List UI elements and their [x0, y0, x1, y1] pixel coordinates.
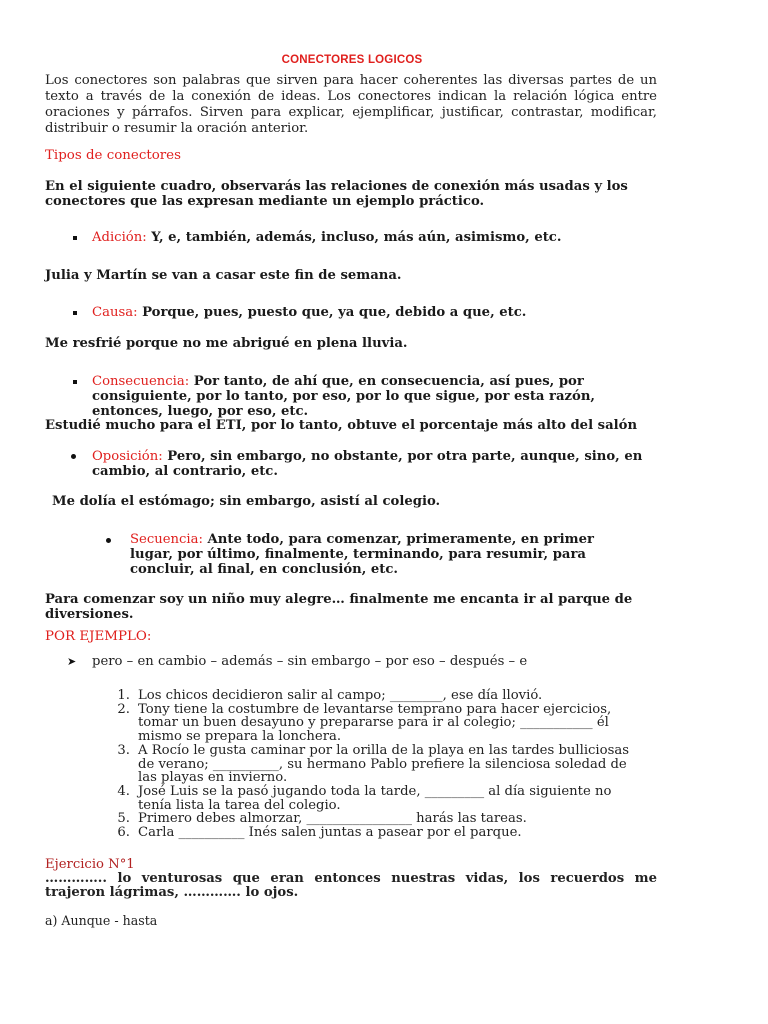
connector-item-adicion	[92, 230, 662, 245]
exercise1-heading: Ejercicio N°1	[45, 857, 135, 872]
connector-list: Por tanto, de ahí que, en consecuencia, así pues, por consiguiente, por lo tanto, por eso, por lo que sigue, por esta razón, entonces, luego, por eso, etc.	[92, 374, 596, 419]
connector-label: Causa:	[92, 305, 138, 320]
example-heading: POR EJEMPLO:	[45, 629, 152, 644]
example-sentence-secuencia: Para comenzar soy un niño muy alegre… finalmente me encanta ir al parque de diversiones.	[45, 592, 633, 622]
connector-label: Secuencia:	[130, 532, 203, 547]
example-sentence-oposicion: Me dolía el estómago; sin embargo, asistí al colegio.	[52, 494, 441, 509]
connector-list: Porque, pues, puesto que, ya que, debido a que, etc.	[137, 305, 527, 320]
connector-list: Y, e, también, además, incluso, más aún, asimismo, etc.	[146, 230, 562, 245]
example-sentence-adicion: Julia y Martín se van a casar este fin de semana.	[45, 268, 402, 283]
connector-list: Pero, sin embargo, no obstante, por otra parte, aunque, sino, en cambio, al contrario, etc.	[92, 449, 643, 479]
connector-list: Ante todo, para comenzar, primeramente, en primer lugar, por último, finalmente, terminando, para resumir, para concluir, al final, en conclusión, etc.	[130, 532, 594, 577]
example-sentence-consecuencia: Estudié mucho para el ETI, por lo tanto, obtuve el porcentaje más alto del salón	[45, 418, 638, 433]
example-sentence-causa: Me resfrié porque no me abrigué en plena lluvia.	[45, 336, 408, 351]
bullet-dot-icon	[71, 454, 76, 459]
connector-item-oposicion	[92, 449, 662, 479]
list-item: 2. Tony tiene la costumbre de levantarse temprano para hacer ejercicios, tomar un buen desayuno y prepararse para ir al colegio; ___________ él mismo se prepara la lonchera.	[117, 701, 612, 745]
list-item: 1. Los chicos decidieron salir al campo; ________, ese día llovió.	[117, 688, 543, 703]
intro-paragraph: Los conectores son palabras que sirven para hacer coherentes las diversas partes de un texto a través de la conexión de ideas. Los conectores indican la relación lógica entre oraciones y párrafos. Sirven para explicar, ejemplificar, justificar, contrastar, modificar, distribuir o resumir la oración anterior.	[45, 73, 657, 136]
list-item: 4. José Luis se la pasó jugando toda la tarde, _________ al día siguiente no tenía lista la tarea del colegio.	[117, 783, 612, 813]
connector-item-consecuencia	[92, 374, 662, 419]
table-intro: En el siguiente cuadro, observarás las relaciones de conexión más usadas y los conectores que las expresan mediante un ejemplo práctico.	[45, 179, 628, 209]
exercise-list	[108, 689, 648, 840]
connector-item-secuencia	[130, 532, 630, 577]
connector-label: Adición:	[92, 230, 147, 245]
connector-item-causa	[92, 305, 662, 320]
exercise1-option-a: a) Aunque - hasta	[45, 913, 158, 928]
connector-label: Oposición:	[92, 449, 163, 464]
bullet-square-icon	[73, 380, 77, 384]
types-heading: Tipos de conectores	[45, 148, 181, 163]
exercise1-text: ………….. lo venturosas que eran entonces nuestras vidas, los recuerdos me trajeron lágrimas, …………. lo ojos.	[45, 871, 657, 900]
word-bank: pero – en cambio – además – sin embargo – por eso – después – e	[92, 654, 528, 669]
bullet-dot-icon	[106, 538, 111, 543]
list-item: 5. Primero debes almorzar, ________________ harás las tareas.	[117, 811, 527, 827]
arrow-bullet-icon: ➤	[67, 655, 77, 668]
list-item: 3. A Rocío le gusta caminar por la orilla de la playa en las tardes bulliciosas de verano; __________, su hermano Pablo prefiere la silenciosa soledad de las playas en invierno.	[117, 742, 629, 786]
connector-label: Consecuencia:	[92, 374, 190, 389]
bullet-square-icon	[73, 236, 77, 240]
page-title: CONECTORES LOGICOS	[281, 54, 423, 66]
list-item: 6. Carla __________ Inés salen juntas a pasear por el parque.	[117, 825, 522, 841]
bullet-square-icon	[73, 311, 77, 315]
